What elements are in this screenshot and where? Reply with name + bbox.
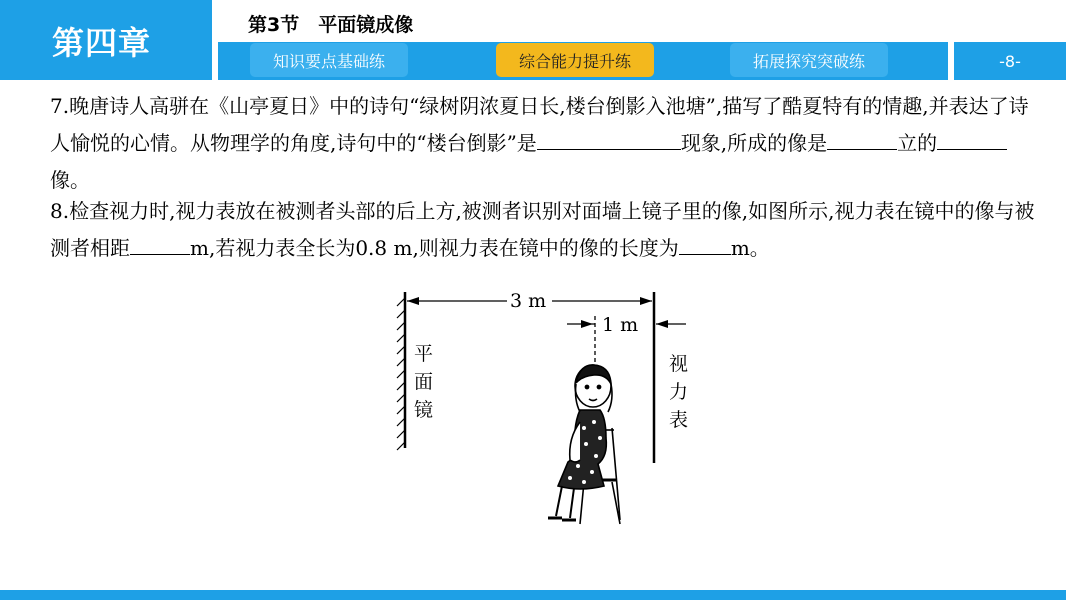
q8-text-c: m。 xyxy=(730,236,770,260)
q7-blank-2[interactable] xyxy=(827,125,897,150)
chart-label-3: 表 xyxy=(669,409,689,431)
arrow-left-icon xyxy=(407,297,419,305)
mirror-label-3: 镜 xyxy=(414,399,434,421)
q8-text-b: m,若视力表全长为0.8 m,则视力表在镜中的像的长度为 xyxy=(190,236,679,260)
page-number-text: -8- xyxy=(999,51,1021,71)
tab-basic-practice[interactable] xyxy=(250,43,408,77)
question-8 xyxy=(50,193,1040,267)
seated-person-icon xyxy=(548,365,620,524)
section-title: 第3节 平面镜成像 xyxy=(248,14,414,36)
q7-text-a: 7.晚唐诗人高骈在《山亭夏日》中的诗句“绿树阴浓夏日长,楼台倒影入池塘”,描写了酷夏特有的情趣,并表达了诗人愉悦的心情。从物理学的角度,诗句中的“楼台倒影”是 xyxy=(50,94,1029,155)
eye-test-diagram xyxy=(380,288,700,540)
header-bar xyxy=(0,0,1066,80)
question-7 xyxy=(50,88,1040,199)
dim-3m-label: 3 m xyxy=(510,290,547,312)
q8-text-a: 8.检查视力时,视力表放在被测者头部的后上方,被测者识别对面墙上镜子里的像,如图所示,视力表在镜中的像与被测者相距 xyxy=(50,199,1035,260)
q7-blank-3[interactable] xyxy=(937,125,1007,150)
tab-label: 拓展探究突破练 xyxy=(752,51,865,71)
page-number xyxy=(954,42,1066,80)
chart-label-2: 力 xyxy=(669,381,689,403)
q8-blank-2[interactable] xyxy=(679,230,731,255)
eye-test-figure xyxy=(380,288,700,540)
tab-comprehensive-practice[interactable] xyxy=(496,43,654,77)
q7-text-c: 立的 xyxy=(897,131,938,155)
chapter-title: 第四章 xyxy=(52,24,152,62)
tab-extension-practice[interactable] xyxy=(730,43,888,77)
arrow-right-icon xyxy=(640,297,652,305)
tab-label: 综合能力提升练 xyxy=(518,51,631,71)
chart-label-1: 视 xyxy=(669,353,689,375)
arrow-in-right-icon xyxy=(581,320,593,328)
q7-text-d: 像。 xyxy=(50,168,90,192)
q8-blank-1[interactable] xyxy=(130,230,190,255)
arrow-in-left-icon xyxy=(656,320,668,328)
footer-bar xyxy=(0,590,1066,600)
chapter-block xyxy=(0,0,212,80)
q7-blank-1[interactable] xyxy=(537,125,681,150)
tab-label: 知识要点基础练 xyxy=(272,51,385,71)
q7-text-b: 现象,所成的像是 xyxy=(680,131,828,155)
mirror-label-1: 平 xyxy=(414,343,434,365)
mirror-label-2: 面 xyxy=(414,371,434,393)
dim-1m-label: 1 m xyxy=(602,314,639,336)
